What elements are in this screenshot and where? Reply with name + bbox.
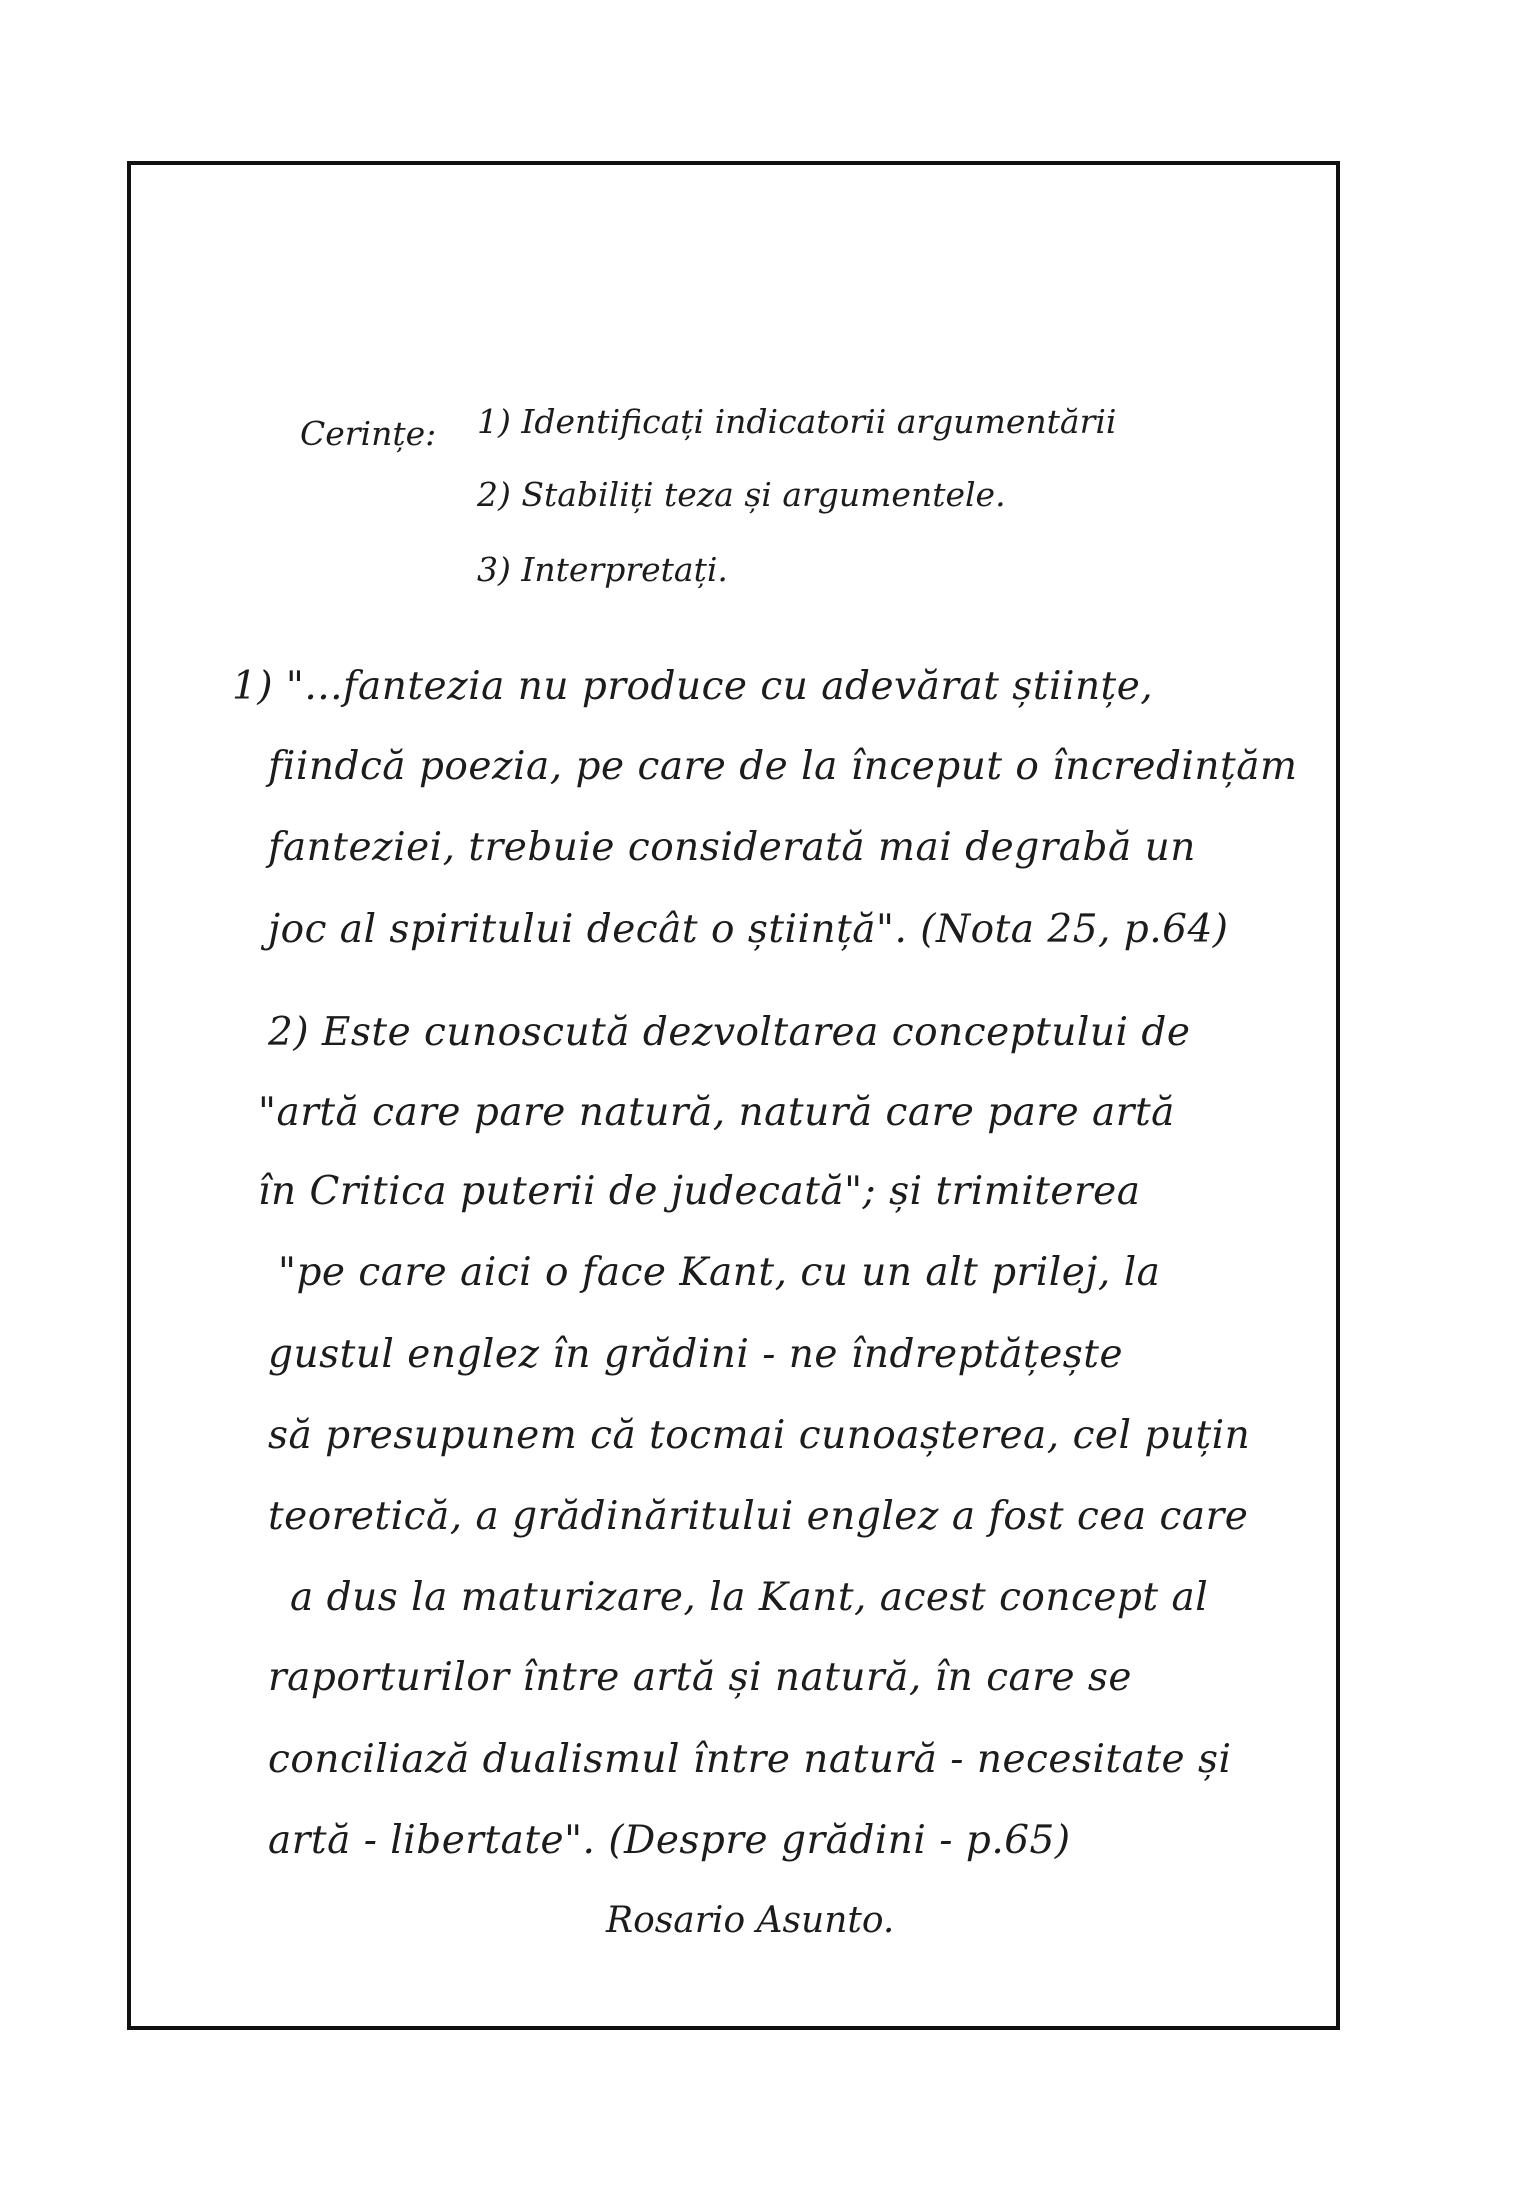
- author-signature: Rosario Asunto.: [606, 1900, 895, 1941]
- text2-line-11: artă - libertate". (Despre grădini - p.65): [268, 1818, 1071, 1863]
- text2-line-4: "pe care aici o face Kant, cu un alt prilej, la: [278, 1250, 1161, 1295]
- text1-line-4: joc al spiritului decât o știință". (Nota 25, p.64): [268, 907, 1229, 952]
- requirement-item-1: 1) Identificați indicatorii argumentării: [477, 402, 1117, 441]
- text1-line-3: fanteziei, trebuie considerată mai degrabă un: [268, 825, 1196, 870]
- text2-line-2: "artă care pare natură, natură care pare artă: [258, 1090, 1175, 1135]
- text2-line-5: gustul englez în grădini - ne îndreptățește: [268, 1332, 1124, 1377]
- requirements-label: Cerințe:: [300, 414, 437, 453]
- text2-line-10: conciliază dualismul între natură - necesitate și: [268, 1737, 1232, 1782]
- text1-line-1: 1) "...fantezia nu produce cu adevărat științe,: [232, 664, 1154, 709]
- text1-line-2: fiindcă poezia, pe care de la început o încredințăm: [268, 744, 1298, 789]
- text2-line-6: să presupunem că tocmai cunoașterea, cel puțin: [268, 1413, 1251, 1458]
- text2-line-3: în Critica puterii de judecată"; și trimiterea: [258, 1169, 1141, 1214]
- requirement-item-3: 3) Interpretați.: [477, 550, 728, 589]
- text2-line-1: 2) Este cunoscută dezvoltarea conceptului de: [268, 1010, 1191, 1055]
- requirement-item-2: 2) Stabiliți teza și argumentele.: [477, 475, 1006, 514]
- text2-line-8: a dus la maturizare, la Kant, acest concept al: [290, 1575, 1209, 1620]
- text2-line-7: teoretică, a grădinăritului englez a fost cea care: [268, 1494, 1249, 1539]
- text2-line-9: raporturilor între artă și natură, în care se: [268, 1655, 1133, 1700]
